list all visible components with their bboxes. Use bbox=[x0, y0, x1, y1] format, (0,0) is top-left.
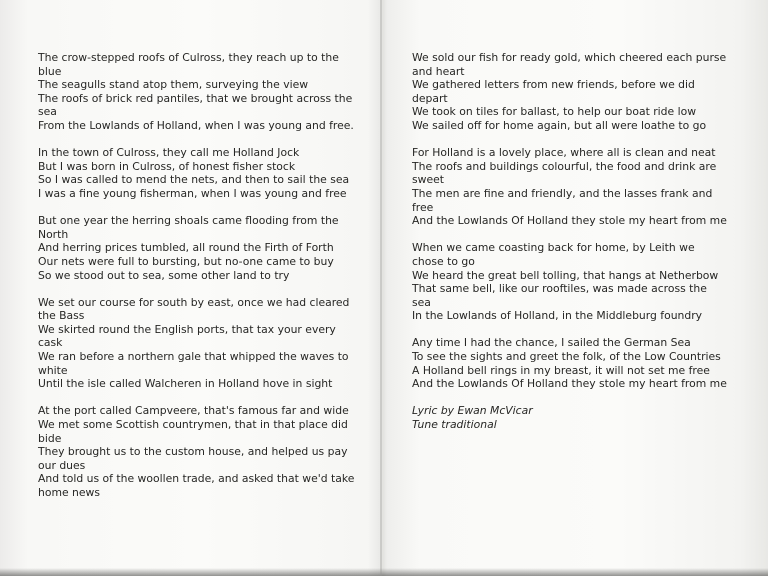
verse-line: We heard the great bell tolling, that hangs at Netherbow bbox=[412, 268, 719, 282]
verse-line: Our nets were full to bursting, but no-one came to buy bbox=[38, 254, 334, 268]
verse-line: And the Lowlands Of Holland they stole my heart from me bbox=[412, 214, 727, 228]
verse-line: I was a fine young fisherman, when I was young and free bbox=[38, 186, 347, 200]
verse-line: In the Lowlands of Holland, in the Middleburg foundry bbox=[412, 309, 703, 323]
verse bbox=[38, 51, 356, 133]
verse-line: The crow-stepped roofs of Culross, they reach up to the blue bbox=[38, 51, 339, 78]
verse bbox=[412, 241, 728, 323]
verse-line: We set our course for south by east, once we had cleared the Bass bbox=[38, 295, 350, 323]
right-column bbox=[412, 51, 728, 432]
verse-line: We gathered letters from new friends, before we did depart bbox=[412, 78, 695, 105]
verse-line: At the port called Campveere, that's famous far and wide bbox=[38, 404, 349, 418]
verse-line: The roofs and buildings colourful, the food and drink are sweet bbox=[412, 159, 717, 187]
right-verses bbox=[412, 51, 728, 391]
verse-line: That same bell, like our rooftiles, was made across the sea bbox=[412, 282, 707, 309]
verse bbox=[38, 296, 356, 391]
verse-line: We sold our fish for ready gold, which cheered each purse and heart bbox=[412, 51, 727, 78]
verse-line: In the town of Culross, they call me Holland Jock bbox=[38, 146, 300, 160]
verse bbox=[38, 146, 356, 200]
verse-line: They brought us to the custom house, and helped us pay our dues bbox=[38, 445, 348, 472]
verse bbox=[412, 336, 728, 390]
page-shadow bbox=[0, 568, 768, 576]
tune-credit: Tune traditional bbox=[412, 418, 497, 432]
verse-line: The seagulls stand atop them, surveying the view bbox=[38, 78, 309, 92]
verse-line: We skirted round the English ports, that tax your every cask bbox=[38, 322, 336, 350]
verse bbox=[412, 51, 728, 133]
verse-line: Until the isle called Walcheren in Holland hove in sight bbox=[38, 377, 333, 391]
verse-line: From the Lowlands of Holland, when I was young and free. bbox=[38, 118, 354, 132]
verse-line: We took on tiles for ballast, to help our boat ride low bbox=[412, 105, 697, 119]
verse-line: We sailed off for home again, but all were loathe to go bbox=[412, 118, 707, 132]
verse-line: When we came coasting back for home, by Leith we chose to go bbox=[412, 241, 695, 268]
verse-line: But one year the herring shoals came flooding from the North bbox=[38, 214, 339, 241]
verse bbox=[38, 404, 356, 499]
verse-line: A Holland bell rings in my breast, it will not set me free bbox=[412, 363, 710, 377]
verse-line: The roofs of brick red pantiles, that we brought across the sea bbox=[38, 91, 353, 119]
verse-line: So I was called to mend the nets, and then to sail the sea bbox=[38, 173, 350, 187]
verse-line: And told us of the woollen trade, and asked that we'd take home news bbox=[38, 472, 355, 499]
verse-line: And the Lowlands Of Holland they stole my heart from me bbox=[412, 377, 727, 391]
verse-line: We ran before a northern gale that whipped the waves to white bbox=[38, 350, 349, 377]
verse-line: For Holland is a lovely place, where all is clean and neat bbox=[412, 146, 716, 160]
verse bbox=[412, 146, 728, 228]
lyric-credit: Lyric by Ewan McVicar bbox=[412, 404, 533, 418]
verse-line: And herring prices tumbled, all round the Firth of Forth bbox=[38, 241, 334, 255]
verse-line: Any time I had the chance, I sailed the German Sea bbox=[412, 336, 691, 350]
left-column bbox=[38, 51, 356, 513]
verse-line: To see the sights and greet the folk, of the Low Countries bbox=[412, 350, 721, 364]
verse bbox=[38, 214, 356, 282]
verse-line: The men are fine and friendly, and the lasses frank and free bbox=[412, 186, 713, 214]
credits bbox=[412, 404, 728, 431]
verse-line: So we stood out to sea, some other land to try bbox=[38, 268, 290, 282]
verse-line: We met some Scottish countrymen, that in that place did bide bbox=[38, 418, 348, 445]
verse-line: But I was born in Culross, of honest fisher stock bbox=[38, 159, 296, 173]
